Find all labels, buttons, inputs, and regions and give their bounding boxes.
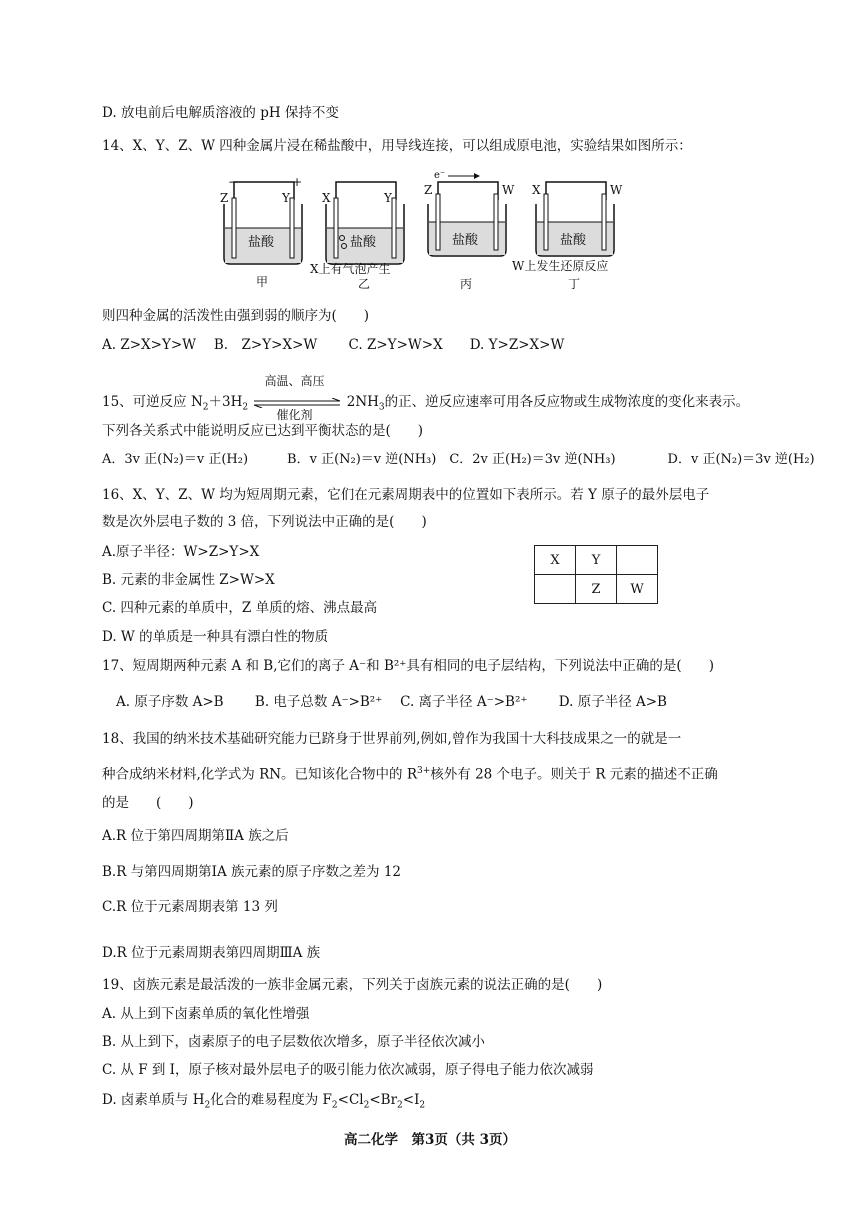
q15-suffix-b: 的正、逆反应速率可用各反应物或生成物浓度的变化来表示。: [384, 394, 750, 410]
reversible-arrow: [252, 373, 342, 422]
question-14-ask: 则四种金属的活泼性由强到弱的顺序为( ): [102, 308, 370, 324]
acid-label: 盐酸: [248, 235, 275, 250]
table-cell: [535, 575, 576, 604]
question-17-options: A. 原子序数 A>B B. 电子总数 A⁻>B²⁺ C. 离子半径 A⁻>B²⁺ D. 原子半径 A>B: [116, 694, 667, 710]
cell-jia: [220, 175, 302, 289]
table-cell: X: [535, 546, 576, 575]
electrode-label: Z: [220, 191, 229, 205]
q15-suffix-a: 2NH: [346, 394, 379, 410]
q19-option-a: A. 从上到下卤素单质的氧化性增强: [102, 1006, 310, 1022]
q19d-c: <Cl: [337, 1092, 364, 1108]
plus-sign: +: [292, 175, 303, 189]
cell-bing: [424, 172, 515, 291]
q19d-d: <Br: [369, 1092, 398, 1108]
cell-label-ding: 丁: [568, 277, 581, 291]
acid-label: 盐酸: [452, 233, 479, 248]
q15-prefix: 15、可逆反应 N: [102, 394, 203, 410]
periodic-table-fragment: [534, 545, 658, 604]
acid-label: 盐酸: [560, 233, 587, 248]
q19-option-d: D. 卤素单质与 $H_2$化合的难易程度为 $F_2<Cl_2<Br_2<I_2$: [102, 1092, 426, 1111]
electrode-label: X: [532, 183, 541, 197]
condition-bottom: 催化剂: [276, 407, 313, 422]
q19d-b: 化合的难易程度为 F: [210, 1092, 332, 1108]
cell-yi: [310, 182, 404, 291]
electrode-label: Y: [384, 191, 392, 205]
cell-label-jia: 甲: [256, 275, 269, 289]
table-cell: W: [617, 575, 658, 604]
table-cell: Y: [576, 546, 617, 575]
question-19-stem: 19、卤族元素是最活泼的一族非金属元素，下列关于卤族元素的说法正确的是( ): [102, 977, 603, 993]
q16-option-b: B. 元素的非金属性 Z>W>X: [102, 572, 275, 588]
electrode-label: W: [502, 183, 515, 197]
q18-option-c: C.R 位于元素周期表第 13 列: [102, 899, 278, 915]
question-17-stem: 17、短周期两种元素 A 和 B,它们的离子 A⁻和 B²⁺具有相同的电子层结构，下列说法中正确的是( ): [102, 658, 714, 674]
question-15-ask: 下列各关系式中能说明反应已达到平衡状态的是( ): [102, 423, 424, 439]
q18-text-b: 核外有 28 个电子。则关于 R 元素的描述不正确: [430, 766, 718, 783]
electron-label: e⁻: [434, 172, 446, 181]
q16-option-a: A.原子半径：W>Z>Y>X: [102, 544, 260, 560]
q19-option-c: C. 从 F 到 I，原子核对最外层电子的吸引能力依次减弱，原子得电子能力依次减弱: [102, 1062, 594, 1078]
q18-option-d: D.R 位于元素周期表第四周期ⅢA 族: [102, 945, 321, 961]
electrode-label: Y: [282, 191, 290, 205]
cell-ding: [512, 182, 623, 291]
cell-label-bing: 丙: [460, 277, 473, 291]
acid-label: 盐酸: [350, 235, 377, 250]
question-14-options: A. Z>X>Y>W B. Z>Y>X>W C. Z>Y>W>X D. Y>Z>X>W: [102, 337, 565, 353]
table-cell: [617, 546, 658, 575]
question-18-stem: 18、我国的纳米技术基础研究能力已跻身于世界前列,例如,曾作为我国十大科技成果之一的就是一: [102, 731, 682, 747]
q19d-e: <I: [402, 1092, 420, 1108]
q16-option-d: D. W 的单质是一种具有漂白性的物质: [102, 629, 329, 645]
electrode-label: X: [322, 191, 331, 205]
minus-sign: −: [228, 175, 239, 189]
note-yi: X上有气泡产生: [310, 262, 391, 276]
page-footer: 高二化学 第3页（共 3页）: [344, 1132, 516, 1148]
question-15-stem: 15、可逆反应 $N_2+3H_2$ 高温、高压 催化剂 $2NH_3$的正、逆反应速率可用各反应物或生成物浓度的变化来表示。: [102, 373, 750, 422]
option-d-q13: D. 放电前后电解质溶液的 pH 保持不变: [102, 105, 339, 121]
note-ding: W上发生还原反应: [512, 259, 609, 273]
question-15-options: A．3v 正(N₂)＝v 正(H₂) B．v 正(N₂)＝v 逆(NH₃) C．2v 正(H₂)＝3v 逆(NH₃) D．v 正(N₂)＝3v 逆(H₂): [102, 452, 815, 467]
q18-text-a: 种合成纳米材料,化学式为 RN。已知该化合物中的 R: [102, 766, 418, 783]
question-18-stem-cont: 种合成纳米材料,化学式为 RN。已知该化合物中的 $R^{3+}$核外有 28 个电子。则关于 R 元素的描述不正确: [102, 766, 718, 783]
question-18-stem-end: 的是 ( ): [102, 795, 194, 811]
question-16-stem: 16、X、Y、Z、W 均为短周期元素，它们在元素周期表中的位置如下表所示。若 Y 原子的最外层电子: [102, 487, 710, 503]
galvanic-cells-figure: [210, 172, 640, 292]
question-14-stem: 14、X、Y、Z、W 四种金属片浸在稀盐酸中，用导线连接，可以组成原电池，实验结果如图所示：: [102, 138, 692, 154]
question-16-stem-cont: 数是次外层电子数的 3 倍，下列说法中正确的是( ): [102, 514, 427, 530]
q19-option-b: B. 从上到下，卤素原子的电子层数依次增多，原子半径依次减小: [102, 1034, 486, 1050]
q15-mid: ＋3H: [208, 394, 243, 410]
q16-option-c: C. 四种元素的单质中，Z 单质的熔、沸点最高: [102, 600, 378, 616]
q18-option-b: B.R 与第四周期第ⅠA 族元素的原子序数之差为 12: [102, 864, 402, 880]
cell-label-yi: 乙: [358, 277, 371, 291]
table-cell: Z: [576, 575, 617, 604]
q18-option-a: A.R 位于第四周期第ⅡA 族之后: [102, 828, 289, 844]
q19d-a: D. 卤素单质与 H: [102, 1092, 205, 1108]
condition-top: 高温、高压: [264, 373, 325, 388]
electrode-label: Z: [424, 183, 433, 197]
electrode-label: W: [610, 183, 623, 197]
